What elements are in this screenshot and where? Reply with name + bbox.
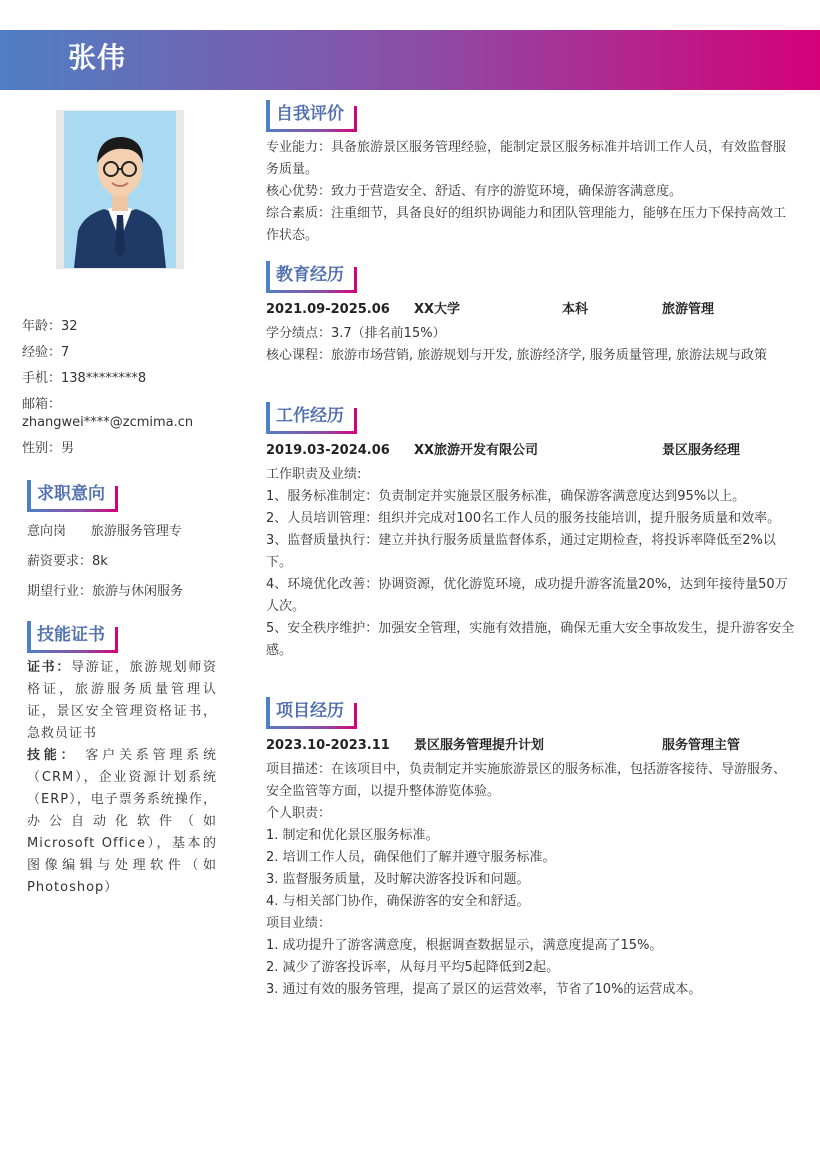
profile-photo bbox=[64, 111, 176, 268]
project-line: 1. 成功提升了游客满意度，根据调查数据显示，满意度提高了15%。 bbox=[266, 938, 663, 953]
project-name: 景区服务管理提升计划 bbox=[414, 738, 545, 753]
profile-info bbox=[22, 318, 222, 466]
intent-industry: 期望行业：旅游与休闲服务 bbox=[27, 584, 184, 599]
intent-salary: 薪资要求：8k bbox=[27, 554, 108, 569]
education-major: 旅游管理 bbox=[662, 302, 715, 317]
certificates-text: 证书：导游证，旅游规划师资格证，旅游服务质量管理认证，景区安全管理资格证书，急救员证书 bbox=[27, 660, 217, 741]
portrait-illustration bbox=[64, 111, 176, 268]
work-line: 1、服务标准制定：负责制定并实施景区服务标准，确保游客满意度达到95%以上。 bbox=[266, 489, 746, 504]
candidate-name: 张伟 bbox=[68, 41, 127, 74]
section-title-education: 教育经历 bbox=[266, 261, 357, 293]
info-row-gender: 性别：男 bbox=[22, 441, 75, 456]
section-title-skills: 技能证书 bbox=[27, 621, 118, 653]
project-line: 2. 培训工作人员，确保他们了解并遵守服务标准。 bbox=[266, 850, 556, 865]
self-eval-line: 核心优势：致力于营造安全、舒适、有序的游览环境，确保游客满意度。 bbox=[266, 184, 683, 199]
self-eval-line: 综合素质：注重细节，具备良好的组织协调能力和团队管理能力，能够在压力下保持高效工作状态。 bbox=[266, 206, 787, 243]
skills-block bbox=[27, 657, 217, 899]
section-title-self-eval: 自我评价 bbox=[266, 100, 357, 132]
project-line: 3. 监督服务质量，及时解决游客投诉和问题。 bbox=[266, 872, 530, 887]
work-line: 5、安全秩序维护：加强安全管理，实施有效措施，确保无重大安全事故发生，提升游客安全感。 bbox=[266, 621, 795, 658]
work-period: 2019.03-2024.06 bbox=[266, 443, 390, 458]
work-line: 2、人员培训管理：组织并完成对100名工作人员的服务技能培训，提升服务质量和效率。 bbox=[266, 511, 781, 526]
intent-block bbox=[27, 522, 217, 612]
work-role: 景区服务经理 bbox=[662, 443, 741, 458]
intent-position: 意向岗 旅游服务管理专 bbox=[27, 524, 182, 539]
project-block bbox=[266, 735, 796, 1001]
section-title-work: 工作经历 bbox=[266, 402, 357, 434]
education-period: 2021.09-2025.06 bbox=[266, 302, 390, 317]
self-eval-block bbox=[266, 137, 796, 247]
education-meta bbox=[266, 299, 796, 323]
info-row-experience: 经验：7 bbox=[22, 345, 70, 360]
skills-text: 技能： 客户关系管理系统（CRM），企业资源计划系统（ERP），电子票务系统操作，办公自动化软件（如Microsoft Office），基本的图像编辑与处理软件（如Photoshop） bbox=[27, 748, 217, 895]
project-line: 3. 通过有效的服务管理，提高了景区的运营效率，节省了10%的运营成本。 bbox=[266, 982, 702, 997]
work-line: 4、环境优化改善：协调资源，优化游览环境，成功提升游客流量20%，达到年接待量50万人次。 bbox=[266, 577, 788, 614]
project-role: 服务管理主管 bbox=[662, 738, 741, 753]
info-row-phone: 手机：138********8 bbox=[22, 371, 147, 386]
work-company: XX旅游开发有限公司 bbox=[414, 443, 539, 458]
work-line: 工作职责及业绩: bbox=[266, 467, 362, 482]
project-period: 2023.10-2023.11 bbox=[266, 738, 390, 753]
education-school: XX大学 bbox=[414, 302, 461, 317]
work-meta bbox=[266, 440, 796, 464]
section-title-intent: 求职意向 bbox=[27, 480, 118, 512]
profile-photo-frame bbox=[56, 110, 184, 269]
education-block bbox=[266, 299, 796, 367]
education-line: 核心课程：旅游市场营销, 旅游规划与开发, 旅游经济学, 服务质量管理, 旅游法规与政策 bbox=[266, 348, 768, 363]
info-row-age: 年龄：32 bbox=[22, 319, 78, 334]
project-line: 项目描述：在该项目中，负责制定并实施旅游景区的服务标准，包括游客接待、导游服务、安全监管等方面，以提升整体游览体验。 bbox=[266, 762, 787, 799]
project-line: 1. 制定和优化景区服务标准。 bbox=[266, 828, 439, 843]
project-meta bbox=[266, 735, 796, 759]
education-degree: 本科 bbox=[562, 302, 589, 317]
info-row-email: 邮箱： zhangwei****@zcmima.cn bbox=[22, 397, 194, 430]
project-line: 4. 与相关部门协作，确保游客的安全和舒适。 bbox=[266, 894, 530, 909]
work-block bbox=[266, 440, 796, 662]
header-banner bbox=[0, 30, 820, 90]
work-line: 3、监督质量执行：建立并执行服务质量监督体系，通过定期检查，将投诉率降低至2%以下。 bbox=[266, 533, 776, 570]
project-line: 个人职责： bbox=[266, 806, 332, 821]
section-title-project: 项目经历 bbox=[266, 697, 357, 729]
education-line: 学分绩点：3.7（排名前15%） bbox=[266, 326, 446, 341]
project-line: 项目业绩： bbox=[266, 916, 332, 931]
project-line: 2. 减少了游客投诉率，从每月平均5起降低到2起。 bbox=[266, 960, 560, 975]
self-eval-line: 专业能力：具备旅游景区服务管理经验，能制定景区服务标准并培训工作人员，有效监督服务质量。 bbox=[266, 140, 787, 177]
